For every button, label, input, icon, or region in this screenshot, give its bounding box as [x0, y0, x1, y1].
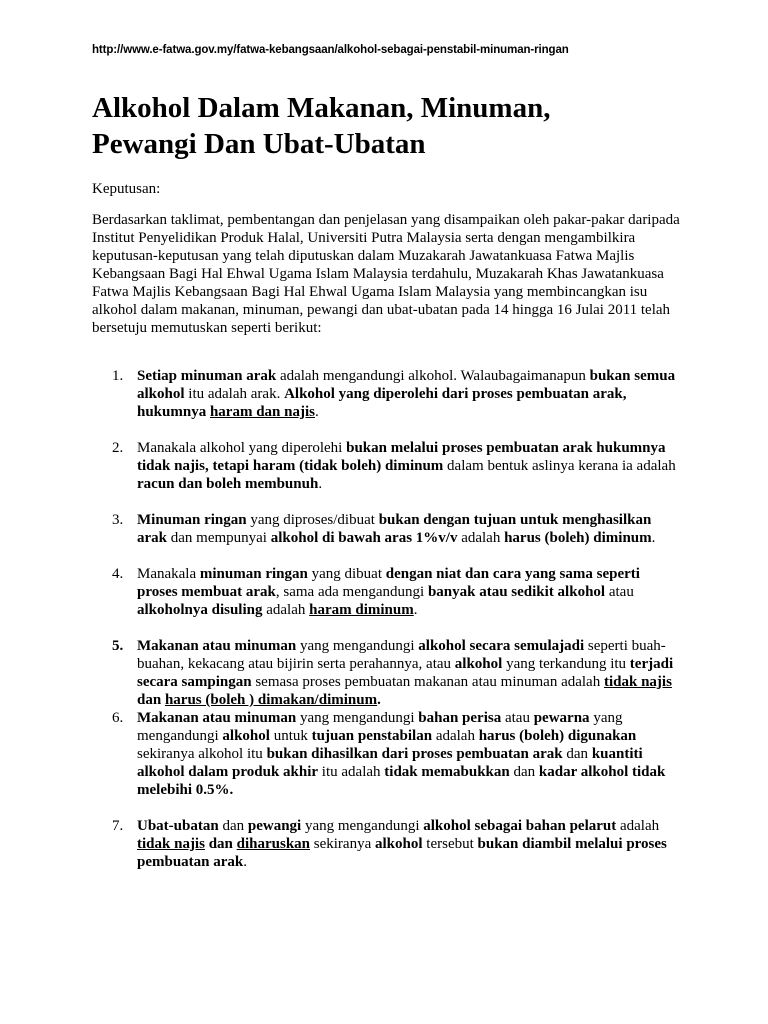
text-segment: . — [377, 692, 381, 708]
text-segment: terjadi secara sampingan — [137, 656, 674, 690]
text-segment: yang mengandungi — [296, 710, 419, 726]
list-number: 3. — [112, 512, 124, 528]
text-segment: bukan dengan tujuan untuk menghasilkan arak — [137, 512, 652, 546]
decision-label: Keputusan: — [92, 181, 161, 197]
text-segment: diharuskan — [236, 836, 311, 852]
text-segment: bahan perisa — [418, 710, 502, 726]
text-segment: haram diminum — [309, 602, 414, 618]
text-segment: itu adalah arak. — [184, 386, 285, 402]
text-segment: . — [315, 404, 319, 420]
text-segment: alkohol — [222, 728, 270, 744]
text-segment: harus (boleh) diminum — [504, 530, 652, 546]
text-segment: tidak memabukkan — [384, 764, 510, 780]
text-segment: yang dibuat — [307, 566, 386, 582]
text-segment: haram dan najis — [209, 404, 315, 420]
text-segment: yang mengandungi — [301, 818, 424, 834]
text-segment: yang mengandungi — [296, 638, 419, 654]
text-segment: Manakala — [137, 566, 200, 582]
text-segment: pewarna — [533, 710, 590, 726]
list-item — [92, 367, 677, 421]
list-item — [92, 817, 677, 871]
text-segment: kadar alkohol tidak melebihi 0.5%. — [137, 764, 666, 798]
text-segment: adalah — [616, 818, 660, 834]
text-segment: sekiranya — [310, 836, 375, 852]
list-number: 4. — [112, 566, 124, 582]
text-segment: itu adalah — [318, 764, 385, 780]
text-segment: bukan semua alkohol — [137, 368, 676, 402]
text-segment: yang terkandung itu — [502, 656, 630, 672]
text-segment: Ubat-ubatan — [137, 818, 219, 834]
text-segment: yang mengandungi — [137, 710, 623, 744]
list-number: 6. — [112, 710, 124, 726]
text-segment: kuantiti alkohol dalam produk akhir — [137, 746, 643, 780]
text-segment: , sama ada mengandungi — [275, 584, 428, 600]
text-segment: tidak najis — [137, 836, 205, 852]
list-item — [92, 511, 677, 547]
text-segment: dan — [509, 764, 539, 780]
text-segment: Makanan atau minuman — [137, 710, 297, 726]
text-segment: dan — [137, 692, 165, 708]
text-segment: . — [413, 602, 418, 618]
text-segment: seperti buah-buahan, kekacang atau bijirin serta perahannya, atau — [137, 638, 666, 672]
text-segment: alkohol — [375, 836, 423, 852]
text-segment: sekiranya alkohol itu — [137, 746, 267, 762]
document-title — [92, 90, 692, 162]
text-segment: untuk — [269, 728, 312, 744]
text-segment: . — [318, 476, 323, 492]
text-segment: dan — [562, 746, 592, 762]
text-segment: dan — [218, 818, 248, 834]
list-item — [92, 565, 677, 619]
text-segment: adalah — [262, 602, 310, 618]
text-segment: adalah mengandungi alkohol. Walaubagaimanapun — [276, 368, 590, 384]
text-segment: racun dan boleh membunuh — [137, 476, 319, 492]
text-segment: alkoholnya disuling — [137, 602, 263, 618]
text-segment: tidak najis — [603, 674, 672, 690]
text-segment: harus (boleh ) dimakan/diminum — [164, 692, 378, 708]
text-segment: tujuan penstabilan — [311, 728, 433, 744]
text-segment: bukan diambil melalui proses pembuatan arak — [137, 836, 667, 870]
list-number: 2. — [112, 440, 124, 456]
list-number: 1. — [112, 368, 124, 384]
list-number: 7. — [112, 818, 124, 834]
text-segment: dalam bentuk aslinya kerana ia adalah — [443, 458, 676, 474]
text-segment: Alkohol yang diperolehi dari proses pembuatan arak, hukumnya — [137, 386, 627, 420]
text-segment: atau — [501, 710, 534, 726]
list-item — [92, 637, 677, 709]
text-segment: bukan melalui proses pembuatan arak hukumnya tidak najis, tetapi haram (tidak boleh) diminum — [137, 440, 666, 474]
text-segment: atau — [605, 584, 634, 600]
text-segment: Makanan atau minuman — [137, 638, 297, 654]
text-segment: banyak atau sedikit alkohol — [427, 584, 606, 600]
text-segment: Manakala alkohol yang diperolehi — [137, 440, 347, 456]
text-segment: adalah — [432, 728, 479, 744]
text-segment: dengan niat dan cara yang sama seperti proses membuat arak — [137, 566, 640, 600]
text-segment: . — [243, 854, 248, 870]
list-item — [92, 439, 677, 493]
text-segment: alkohol sebagai bahan pelarut — [423, 818, 617, 834]
intro-paragraph: Berdasarkan taklimat, pembentangan dan penjelasan yang disampaikan oleh pakar-pakar daripada Institut Penyelidikan Produk Halal, Universiti Putra Malaysia serta dengan mengambilkira keputusan-keputusan yang telah diputuskan dalam Muzakarah Jawatankuasa Fatwa Majlis Kebangsaan Bagi Hal Ehwal Ugama Islam Malaysia terdahulu, Muzakarah Khas Jawatankuasa Fatwa Majlis Kebangsaan Bagi Hal Ehwal Ugama Islam Malaysia yang membincangkan isu alkohol dalam makanan, minuman, pewangi dan ubat-ubatan pada 14 hingga 16 Julai 2011 telah bersetuju memutuskan seperti berikut: — [92, 212, 680, 336]
text-segment: dan mempunyai — [167, 530, 271, 546]
text-segment: Minuman ringan — [137, 512, 247, 528]
text-segment: semasa proses pembuatan makanan atau minuman adalah — [251, 674, 604, 690]
text-segment: tersebut — [422, 836, 478, 852]
title-line-1: Alkohol Dalam Makanan, Minuman, — [92, 92, 551, 124]
text-segment: . — [651, 530, 656, 546]
list-number: 5. — [112, 638, 124, 654]
list-item — [92, 709, 677, 799]
text-segment: adalah — [457, 530, 505, 546]
text-segment: alkohol di bawah aras 1%v/v — [270, 530, 458, 546]
decision-list — [92, 367, 692, 871]
text-segment: bukan dihasilkan dari proses pembuatan arak — [266, 746, 563, 762]
text-segment: pewangi — [247, 818, 302, 834]
text-segment: minuman ringan — [199, 566, 308, 582]
text-segment: harus (boleh) digunakan — [478, 728, 637, 744]
title-line-2: Pewangi Dan Ubat-Ubatan — [92, 128, 426, 160]
text-segment: alkohol secara semulajadi — [418, 638, 585, 654]
source-url[interactable]: http://www.e-fatwa.gov.my/fatwa-kebangsaan/alkohol-sebagai-penstabil-minuman-ringan — [92, 44, 569, 56]
text-segment: dan — [204, 836, 237, 852]
text-segment: alkohol — [454, 656, 503, 672]
text-segment: Setiap minuman arak — [137, 368, 277, 384]
text-segment: yang diproses/dibuat — [246, 512, 379, 528]
